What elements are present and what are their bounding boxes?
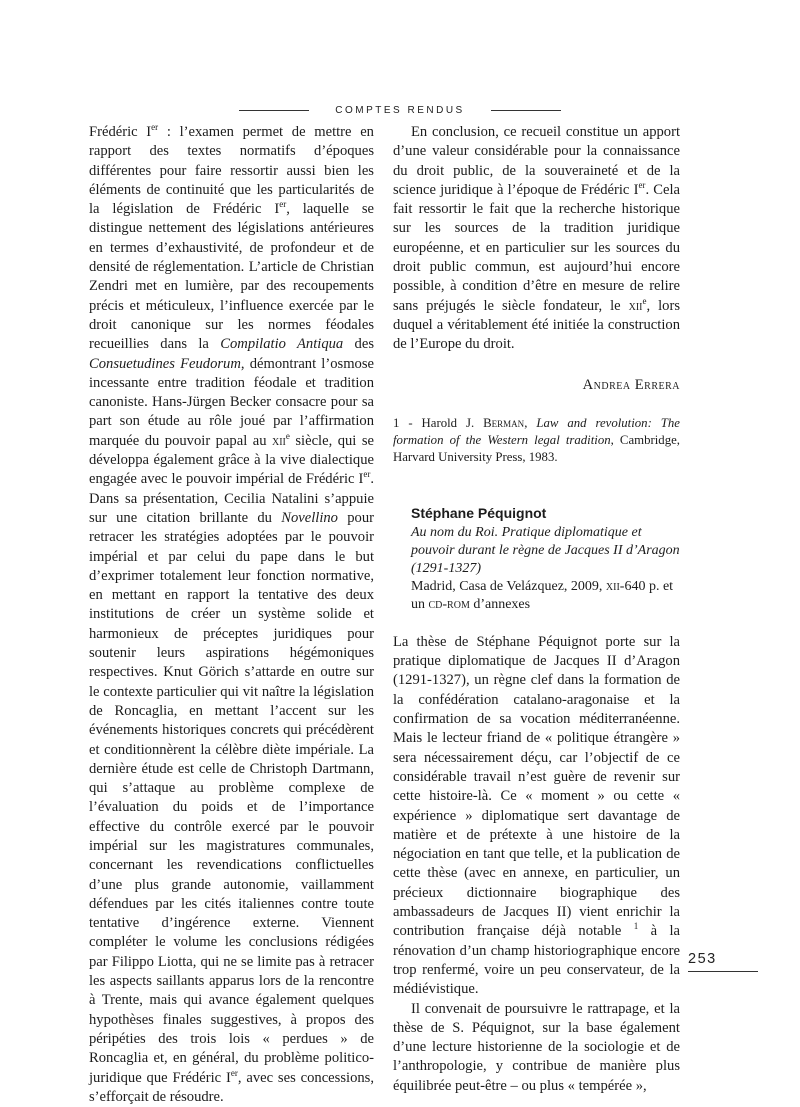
book-author: Stéphane Péquignot bbox=[411, 504, 547, 521]
book-publication-info: Madrid, Casa de Velázquez, 2009, xii-640 p. et un cd-rom d’annexes bbox=[411, 578, 674, 612]
page-number: 253 bbox=[688, 951, 717, 967]
right-column bbox=[393, 123, 680, 1096]
running-header bbox=[0, 105, 800, 116]
left-paragraph-1: Frédéric Ier : l’examen permet de mettre en rapport des textes normatifs d’époques différentes pour faire ressortir aussi bien les éléments de continuité que les particularités de la législation de Frédéric Ier, laquelle se distingue nettement des législations antérieures en termes d’exhaustivité, de profondeur et de densité de réglementation. L’article de Christian Zendri met en lumière, par des recoupements précis et méticuleux, l’influence exercée par le droit canonique sur les normes féodales recueillies dans la Compilatio Antiqua des Consuetudines Feudorum, démontrant l’osmose incessante entre tradition féodale et tradition canoniste. Hans-Jürgen Becker consacre pour sa part son étude au rôle joué par l’affirmation marquée du pouvoir papal au xii$^e$ siècle, qui se développa également grâce à la vive dialectique engagée avec le pouvoir impérial de Frédéric Ier. Dans sa présentation, Cecilia Natalini s’appuie sur une citation brillante du Novellino pour retracer les stratégies adoptées par le pouvoir impérial et par celui du pape dans le but d’exprimer totalement leur fonction normative, en mettant en rapport la tentative des deux institutions de créer un système solide et harmonieux de préceptes juridiques pour soutenir leurs aspirations hégémoniques respectives. Knut Görich s’attarde en outre sur le contexte particulier qui vit naître la législation de Roncaglia, en mettant l’accent sur les événements historiques concrets qui précédèrent et conditionnèrent la célèbre diète impériale. La dernière étude est celle de Christoph Dartmann, qui s’attaque au problème complexe de l’évaluation du poids et de l’importance effective du contrôle exercé par le pouvoir impérial sur les magistratures communales, concernant les revendications conflictuelles d’une plus grande autonomie, vaillamment défendues par les cités italiennes contre toute tentative d’ingérence externe. Viennent compléter le volume les conclusions rédigées par Filippo Liotta, qui ne se limite pas à retracer les aspects saillants apparus lors de la rencontre à Trente, mais qui avance également quelques hypothèses finales suggestives, à propos des péripéties des trois lois « perdues » de Roncaglia et, en général, du problème politico-juridique que Frédéric Ier, avec ses concessions, s’efforçait de résoudre. bbox=[89, 122, 375, 1105]
review-paragraph-2: Il convenait de poursuivre le rattrapage, et la thèse de S. Péquignot, sur la base également d’une lecture historienne de la sociologie et de l’anthropologie, y contribue de manière plus équilibrée peut-être – ou plus « tempérée », bbox=[393, 1000, 680, 1094]
review-signature: Andrea Errera bbox=[582, 376, 680, 393]
book-title: Au nom du Roi. Pratique diplomatique et pouvoir durant le règne de Jacques II d’Aragon (1291-1327) bbox=[411, 524, 680, 576]
book-reference bbox=[411, 504, 680, 614]
footnote: 1 - Harold J. Berman, Law and revolution: The formation of the Western legal tradition, Cambridge, Harvard University Press, 1983. bbox=[393, 415, 680, 464]
conclusion-paragraph: En conclusion, ce recueil constitue un apport d’une valeur considérable pour la connaissance du droit public, de la souveraineté et de la science juridique à l’époque de Frédéric Ier. Cela fait ressortir le fait que la recherche historique sur les sources de la tradition juridique européenne, et en particulier sur les sources du droit public commun, est aujourd’hui encore possible, à condition d’être en mesure de relire sans préjugés le siècle fondateur, le xii$^e$, lors duquel a véritablement été initiée la construction de l’Europe du droit. bbox=[393, 124, 680, 353]
header-rule-left bbox=[239, 110, 309, 111]
running-header-title: COMPTES RENDUS bbox=[335, 105, 465, 116]
page-number-rule bbox=[688, 971, 758, 972]
header-rule-right bbox=[491, 110, 561, 111]
review-paragraph-1: La thèse de Stéphane Péquignot porte sur la pratique diplomatique de Jacques II d’Aragon (1291-1327), un règne clef dans la formation de la confédération catalano-aragonaise et la confirmation de sa vocation méditerranéenne. Mais le lecteur friand de « politique étrangère » sera nécessairement déçu, car l’objectif de ce considérable travail n’est guère de revenir sur cette histoire-là. Ce « moment » ou cette « expérience » diplomatique sert davantage de matière et de prétexte à une histoire de la négociation en tant que telle, et la publication de cette thèse (avec en annexe, en particulier, un précieux dictionnaire biographique des ambassadeurs de Jacques II) vient enrichir la contribution française déjà notable $^1$ à la rénovation d’un champ historiographique encore trop renfermé, voire un peu conservateur, de la médiévistique. bbox=[393, 633, 680, 998]
left-column bbox=[89, 123, 374, 1107]
